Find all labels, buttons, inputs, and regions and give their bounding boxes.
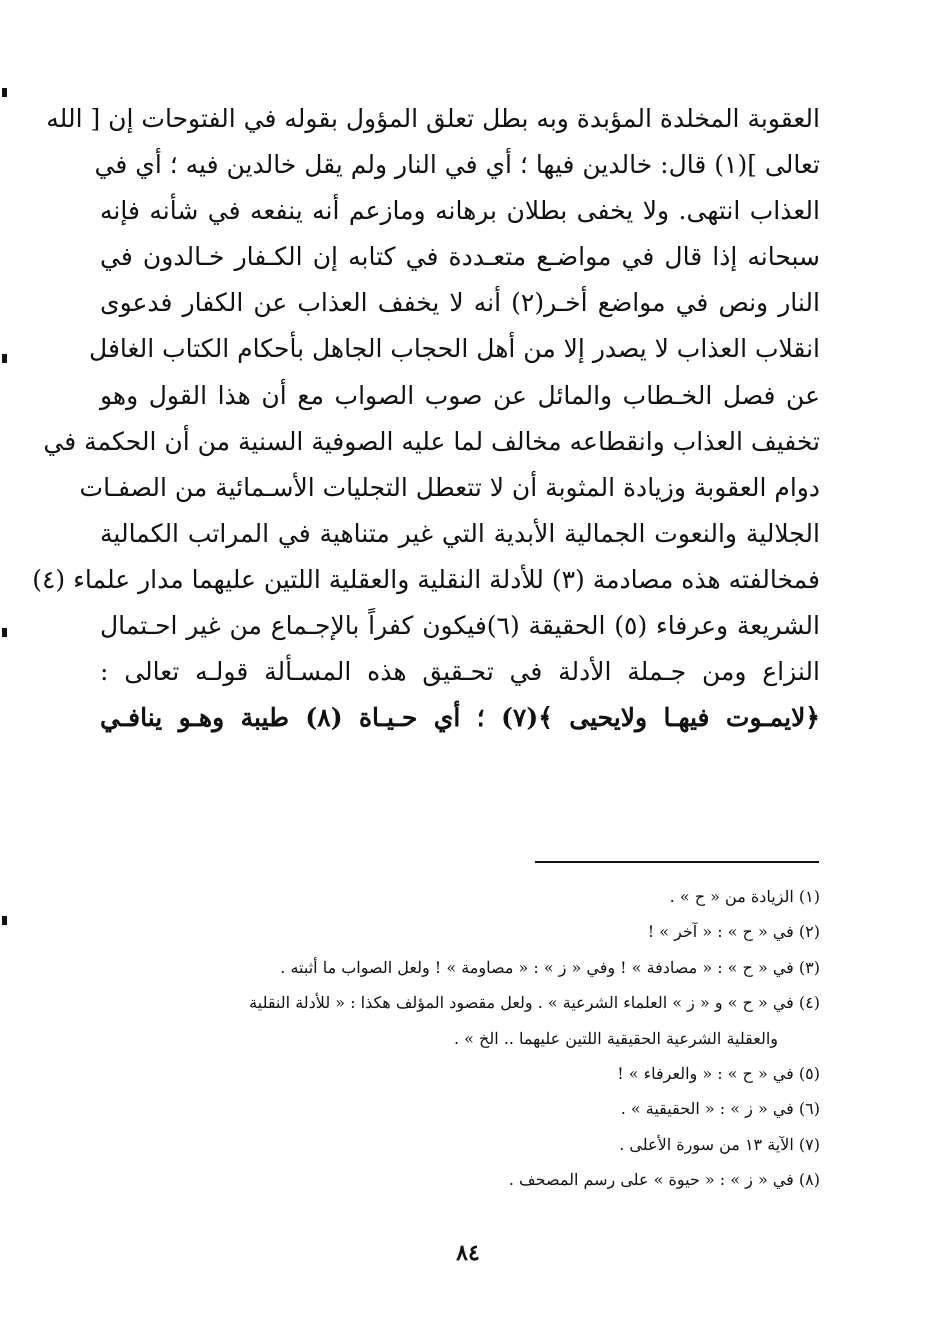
footnote: (٣) في « ح » : « مصادفة » ! وفي « ز » : « مصاومة » ! ولعل الصواب ما أثبته . [280, 957, 820, 977]
body-line: انقلاب العذاب لا يصدر إلا من أهل الحجاب الجاهل بأحكام الكتاب الغافل [89, 334, 820, 364]
footnotes [108, 880, 820, 1199]
margin-mark [2, 916, 7, 925]
footnote: (٢) في « ح » : « آخر » ! [647, 922, 820, 942]
body-line: النار ونص في مواضع أخـر(٢) أنه لا يخفف العذاب عن الكفار فدعوى [100, 288, 820, 318]
body-line: سبحانه إذا قال في مواضـع متعـددة في كتابه إن الكـفار خـالدون في [100, 242, 820, 272]
body-line: تعالى ](١) قال: خالدين فيها ؛ أي في النار ولم يقل خالدين فيه ؛ أي في [94, 150, 820, 180]
margin-mark [2, 628, 7, 637]
footnote: (١) الزيادة من « ح » . [669, 887, 820, 906]
page-number: ٨٤ [456, 1240, 480, 1266]
body-line-quran-verse: ﴿لايمـوت فيهـا ولايحيى ﴾(٧) ؛ أي حـيـاة (٨) طيبة وهـو ينافـي [100, 703, 820, 733]
footnote-continuation: والعقلية الشرعية الحقيقية اللتين عليهما .. الخ » . [453, 1028, 778, 1048]
body-line: الشريعة وعرفاء (٥) الحقيقة (٦)فيكون كفراً بالإجـماع من غير احـتمال [100, 611, 820, 641]
body-line: النزاع ومن جـملة الأدلة في تحـقيق هذه المسـألة قولـه تعالى : [100, 657, 820, 687]
body-line: دوام العقوبة وزيادة المثوبة أن لا تتعطل التجليات الأسـمائية من الصفـات [79, 472, 820, 502]
footnote: (٧) الآية ١٣ من سورة الأعلى . [619, 1134, 820, 1154]
footnote: (٤) في « ح » و « ز » العلماء الشرعية » . ولعل مقصود المؤلف هكذا : « للأدلة النقلية [249, 993, 820, 1013]
footnote: (٥) في « ح » : « والعرفاء » ! [617, 1063, 820, 1083]
body-line: عن فصل الخـطاب والمائل عن صوب الصواب مع أن هذا القول وهو [100, 380, 820, 410]
margin-mark [2, 88, 7, 97]
body-line: فمخالفته هذه مصادمة (٣) للأدلة النقلية والعقلية اللتين عليهما مدار علماء (٤) [32, 564, 820, 594]
footnote-separator [535, 861, 819, 863]
body-line: العذاب انتهى. ولا يخفى بطلان برهانه ومازعم أنه ينفعه في شأنه فإنه [100, 196, 820, 226]
body-text [32, 96, 820, 741]
body-line: العقوبة المخلدة المؤبدة وبه بطل تعلق المؤول بقوله في الفتوحات إن [ الله [46, 104, 820, 133]
footnote: (٨) في « ز » : « حيوة » على رسم المصحف . [508, 1170, 820, 1190]
footnote: (٦) في « ز » : « الحقيقية » . [620, 1099, 820, 1119]
body-line: الجلالية والنعوت الجمالية الأبدية التي غير متناهية في المراتب الكمالية [100, 518, 820, 548]
body-line: تخفيف العذاب وانقطاعه مخالف لما عليه الصوفية السنية من أن الحكمة في [43, 426, 820, 456]
margin-mark [2, 354, 7, 363]
